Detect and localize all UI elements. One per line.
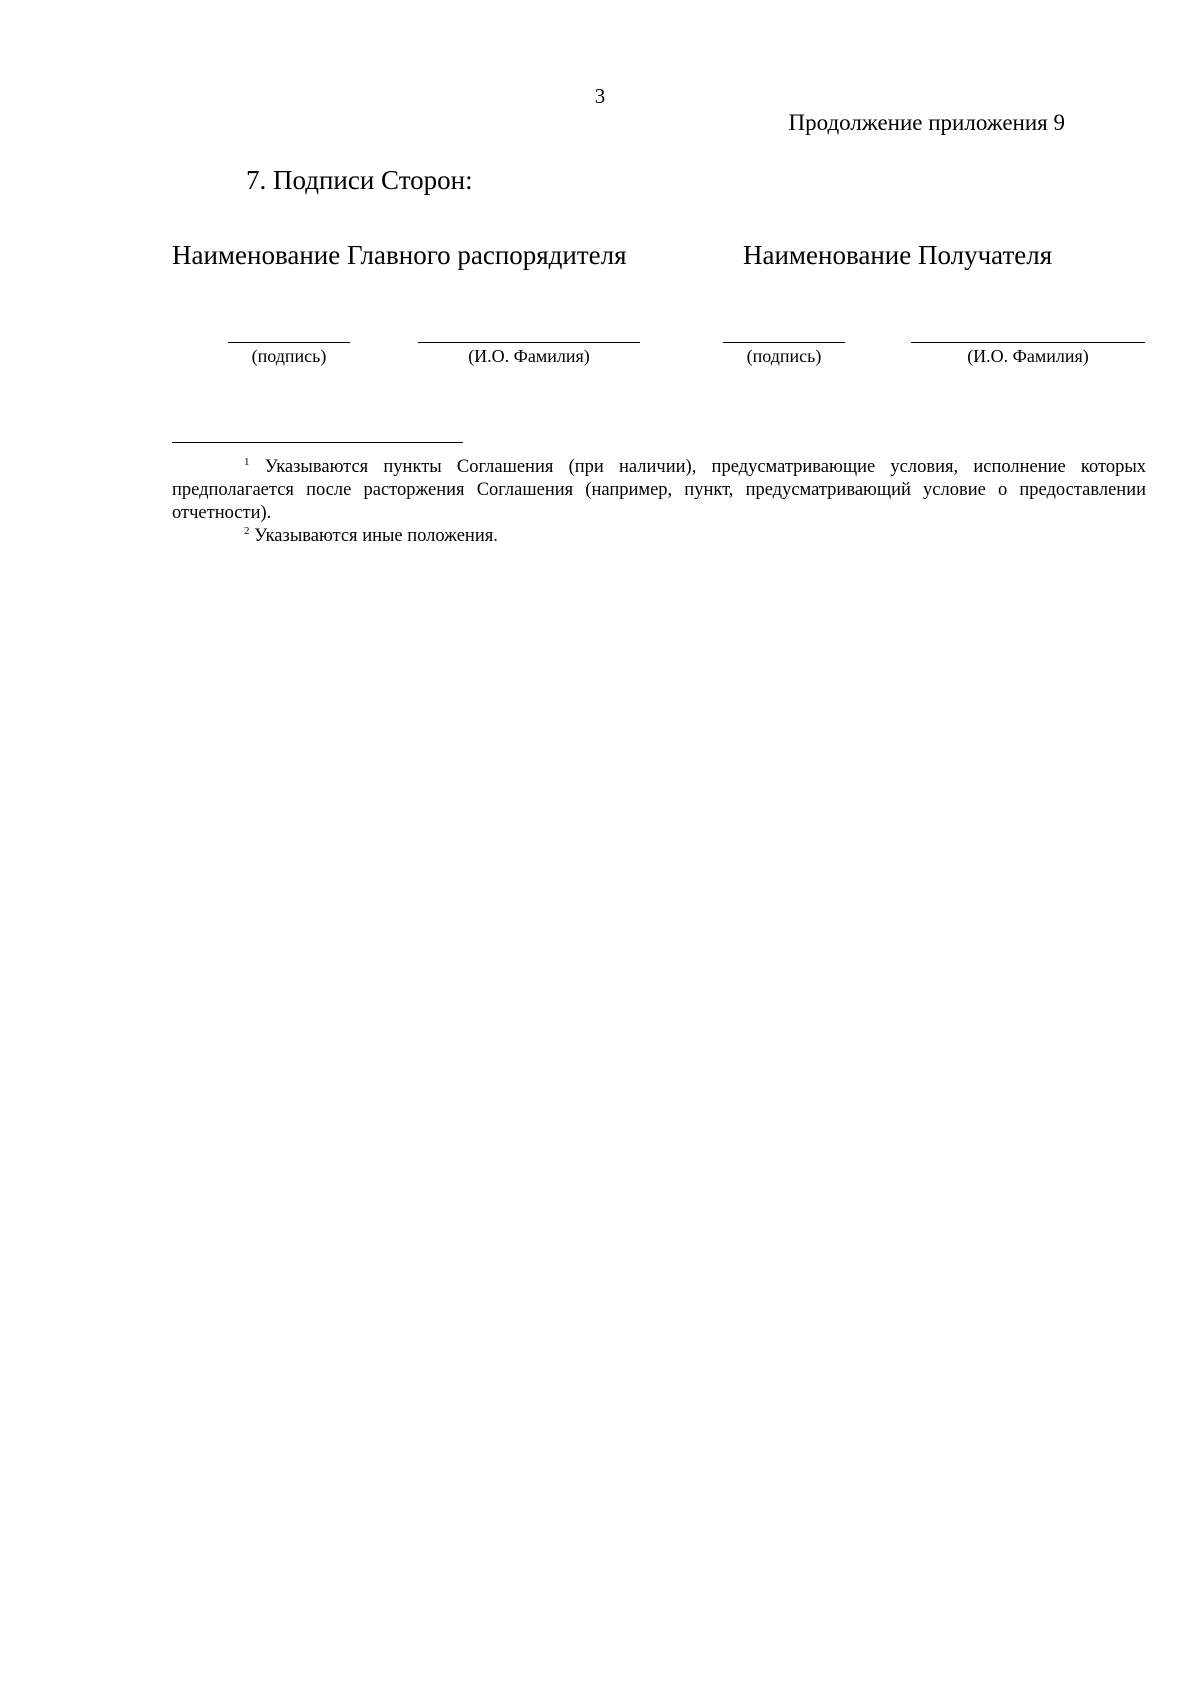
left-signature-line: [228, 342, 350, 343]
party-right-name: Наименование Получателя: [743, 240, 1053, 270]
left-signature-caption: (подпись): [251, 346, 327, 366]
left-fullname-line: [418, 342, 640, 343]
footnote-2: [172, 525, 1146, 548]
party-left-name: Наименование Главного распорядителя: [172, 240, 627, 270]
footnote-1-text: Указываются пункты Соглашения (при наличии), предусматривающие условия, исполнение которых предполагается после расторжения Соглашения (например, пункт, предусматривающий условие о предоставлении отчетности).: [172, 457, 1147, 523]
footnote-1-mark: 1: [244, 456, 250, 468]
right-signature-caption: (подпись): [746, 346, 822, 366]
left-fullname-caption: (И.О. Фамилия): [468, 346, 590, 366]
continuation-label: Продолжение приложения 9: [788, 110, 1065, 135]
right-fullname-caption: (И.О. Фамилия): [967, 346, 1089, 366]
section-heading: 7. Подписи Сторон:: [246, 165, 473, 195]
page-number: 3: [594, 84, 606, 108]
footnote-1: [172, 456, 1146, 525]
right-signature-line: [723, 342, 845, 343]
right-fullname-line: [911, 342, 1145, 343]
footnote-2-text: Указываются иные положения.: [254, 526, 498, 546]
footnote-2-mark: 2: [244, 525, 250, 537]
footnote-separator: [172, 442, 463, 443]
